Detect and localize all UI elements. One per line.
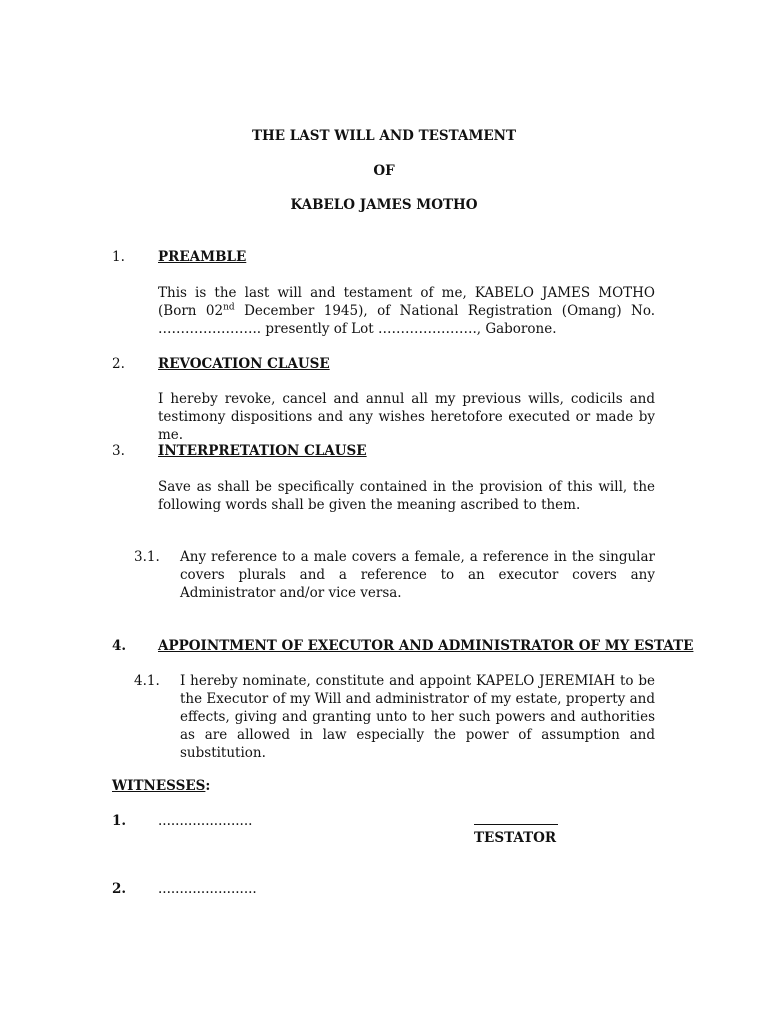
document-title: THE LAST WILL AND TESTAMENT <box>251 128 517 144</box>
clause-4-1-text: I hereby nominate, constitute and appoint KAPELO JEREMIAH to be the Executor of my Will and administrator of my estate, property and effects, giving and granting unto to her such powers and authorities as are allowed in law especially the power of assumption and substitution. <box>180 673 655 761</box>
title-of: OF <box>373 163 395 179</box>
section-2-number: 2. <box>112 356 125 372</box>
witness-2-signature-line: ....................... <box>158 881 257 897</box>
section-1-heading: PREAMBLE <box>158 249 247 265</box>
testator-name-title: KABELO JAMES MOTHO <box>290 197 478 213</box>
section-2-heading: REVOCATION CLAUSE <box>158 356 330 372</box>
witnesses-heading: WITNESSES: <box>112 778 211 794</box>
section-4-number: 4. <box>112 638 127 654</box>
section-2-text: I hereby revoke, cancel and annul all my previous wills, codicils and testimony dispositions and any wishes heretofore executed or made by me. <box>158 391 655 443</box>
testator-label: TESTATOR <box>474 830 557 846</box>
clause-3-1-number: 3.1. <box>134 549 160 565</box>
witness-1-signature-line: ...................... <box>158 813 253 829</box>
testator-signature-line <box>474 824 558 825</box>
section-1-text: This is the last will and testament of me, KABELO JAMES MOTHO (Born 02nd December 1945), of National Registration (Omang) No. ………………….. presently of Lot …………………., Gaborone. <box>158 285 656 337</box>
section-3-text: Save as shall be specifically contained in the provision of this will, the following words shall be given the meaning ascribed to them. <box>158 479 655 513</box>
section-3-heading: INTERPRETATION CLAUSE <box>158 443 367 459</box>
clause-4-1-number: 4.1. <box>134 673 160 689</box>
section-1-number: 1. <box>112 249 125 265</box>
clause-3-1-text: Any reference to a male covers a female, a reference in the singular covers plurals and a reference to an executor covers any Administrator and/or vice versa. <box>180 549 655 601</box>
section-4-heading: APPOINTMENT OF EXECUTOR AND ADMINISTRATOR OF MY ESTATE <box>158 638 694 654</box>
section-3-number: 3. <box>112 443 125 459</box>
witness-2-number: 2. <box>112 881 127 897</box>
witness-1-number: 1. <box>112 813 127 829</box>
